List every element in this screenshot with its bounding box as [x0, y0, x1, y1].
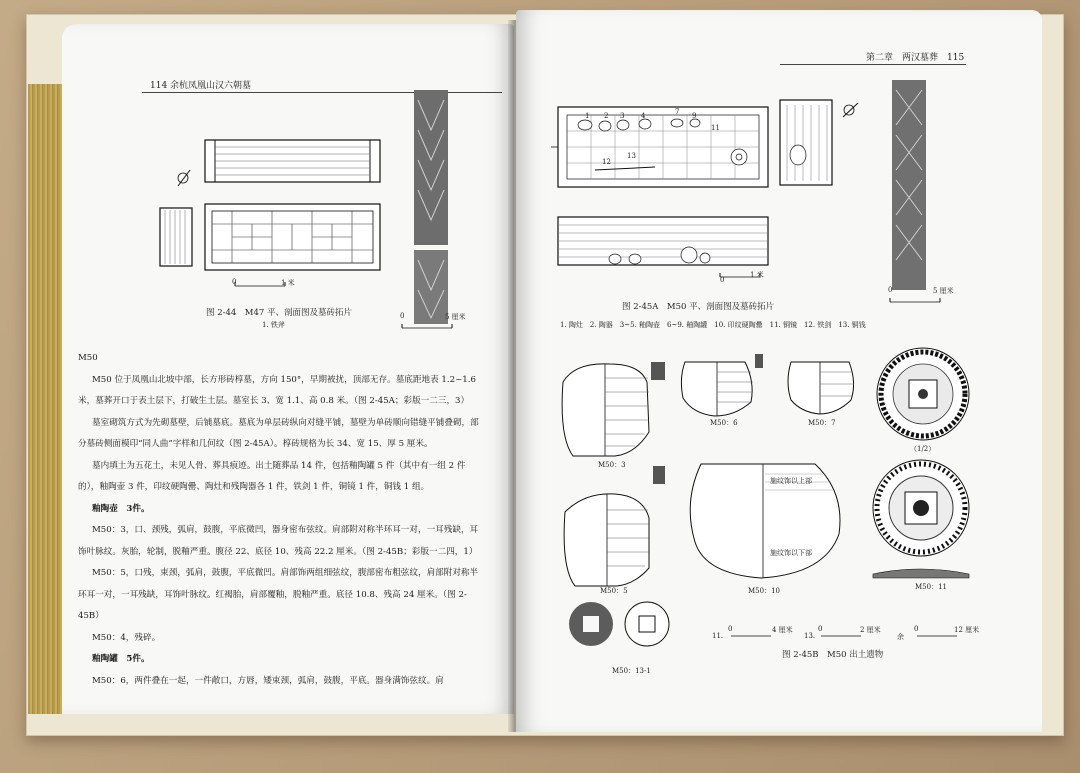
- scale-2-start: 0: [818, 625, 823, 633]
- fig-2-45a-rubbing-scale-zero: 0: [888, 286, 893, 294]
- fig-2-45a-legend: 1. 陶灶 2. 陶器 3~5. 釉陶壶 6~9. 釉陶罐 10. 印纹硬陶罍 11. 铜镜 12. 铁剑 13. 铜钱: [560, 321, 866, 329]
- fig-2-44-rubbing-scale-zero: 0: [400, 312, 405, 320]
- label-m50-13: M50：13-1: [612, 667, 651, 675]
- fig-2-45a-scale-zero: 0: [720, 276, 725, 284]
- plan-num-12: 12: [602, 158, 611, 166]
- fig-2-44-caption: 图 2-44 M47 平、剖面图及墓砖拓片: [206, 308, 353, 318]
- label-lower-note: 施纹饰以下部: [770, 549, 812, 557]
- plan-num-9: 9: [692, 112, 697, 120]
- fig-2-44-rubbing-scale-end: 5 厘米: [445, 313, 466, 321]
- paragraph-5: M50：5，口残，束颈，弧肩，鼓腹，平底微凹。肩部饰两组细弦纹，腹部密布粗弦纹，肩部附对称半环耳一对，一耳残缺，耳饰叶脉纹。红褐胎，肩部覆釉，脱釉严重。底径 10.8、残高 24 厘米。（图 2-45B）: [78, 568, 479, 621]
- fig-2-45a-rubbing-scale-end: 5 厘米: [933, 287, 954, 295]
- label-m50-6: M50：6: [710, 419, 738, 427]
- paragraph-7: M50：6，两件叠在一起，一件敞口，方唇，矮束颈，弧肩，鼓腹，平底。器身满饰弦纹。肩: [92, 675, 444, 686]
- fig-2-44-brick-rubbing: [412, 90, 452, 326]
- label-half-scale: （1/2）: [910, 445, 936, 453]
- subsection-title-jar: 釉陶壶 3件。: [92, 503, 150, 514]
- plan-num-1: 1: [585, 112, 590, 120]
- fig-2-44-scale-end: 1 米: [281, 279, 295, 287]
- fig-2-45a-scale-end: 1 米: [750, 271, 764, 279]
- fig-2-45a-caption: 图 2-45A M50 平、剖面图及墓砖拓片: [622, 302, 775, 312]
- fig-2-45b-artifacts: [555, 342, 975, 672]
- paragraph-4: M50：3，口、颈残，弧肩，鼓腹，平底微凹，器身密布弦纹。肩部附对称半环耳一对，一耳残缺，耳饰叶脉纹。灰胎，轮制，脱釉严重。腹径 22、底径 10、残高 22.2 厘米。（图 2-45B；彩版一二四，1）: [78, 525, 479, 557]
- fig-2-45a-rubbing-scale: [888, 296, 948, 306]
- plan-num-3: 3: [620, 112, 625, 120]
- fig-2-44-scale-zero: 0: [232, 278, 237, 286]
- paragraph-2: 墓室砌筑方式为先砌墓壁，后铺墓底。墓底为单层砖纵向对缝平铺，墓壁为单砖顺向错缝平铺叠砌，部分墓砖侧面模印“同人曲”字样和几何纹（图 2-45A）。椁砖规格为长 34、宽 15、厚 5 厘米。: [78, 417, 479, 449]
- fig-2-44-drawing: [150, 100, 450, 290]
- right-header-rule: [780, 64, 966, 65]
- scale-3-start: 0: [914, 625, 919, 633]
- label-m50-3: M50：3: [598, 461, 626, 469]
- fig-2-44-subcaption: 1. 铁斧: [262, 321, 285, 329]
- scale-2-end: 2 厘米: [860, 626, 881, 634]
- scale-3-prefix: 余: [897, 633, 904, 641]
- subsection-title-pot: 釉陶罐 5件。: [92, 654, 150, 664]
- label-m50-11: M50：11: [915, 583, 947, 591]
- paragraph-1: M50 位于凤凰山北坡中部，长方形砖椁墓，方向 150°，早期被扰，顶部无存。墓底距地表 1.2~1.6 米，墓葬开口于表土层下，打破生土层。墓室长 3、宽 1.1、高 0.8 米。（图 2-45A；彩版一二三，3）: [78, 374, 476, 406]
- label-m50-10: M50：10: [748, 587, 780, 595]
- label-m50-7: M50：7: [808, 419, 836, 427]
- plan-num-2: 2: [604, 112, 609, 120]
- paragraph-3: 墓内填土为五花土，未见人骨、葬具痕迹。出土随葬品 14 件，包括釉陶罐 5 件（其中有一组 2 件的），釉陶壶 3 件，印纹硬陶罍、陶灶和残陶器各 1 件，铁剑 1 件，铜镜 1 件，铜钱 1 组。: [78, 460, 466, 492]
- plan-num-11: 11: [711, 124, 720, 132]
- left-page-header: 114 余杭凤凰山汉六朝墓: [150, 81, 252, 91]
- scale-1-end: 4 厘米: [772, 626, 793, 634]
- label-m50-5: M50：5: [600, 587, 628, 595]
- plan-num-7: 7: [675, 108, 680, 116]
- label-upper-note: 施纹饰以上部: [770, 477, 812, 485]
- fig-2-45b-caption: 图 2-45B M50 出土遗物: [782, 650, 884, 660]
- plan-num-4: 4: [641, 112, 646, 120]
- scale-1-start: 0: [728, 625, 733, 633]
- paragraph-6: M50：4，残碎。: [92, 632, 161, 643]
- left-page-body: [78, 348, 484, 692]
- scale-1-prefix: 11.: [712, 632, 724, 640]
- section-title-m50: M50: [78, 353, 98, 363]
- right-page-header: 第二章 两汉墓葬 115: [866, 53, 965, 63]
- fig-2-44-rubbing-scale: [400, 322, 460, 332]
- scale-3-end: 12 厘米: [954, 626, 980, 634]
- plan-num-13: 13: [627, 152, 636, 160]
- scale-2-prefix: 13.: [804, 632, 816, 640]
- fig-2-45a-brick-rubbing: [890, 80, 930, 292]
